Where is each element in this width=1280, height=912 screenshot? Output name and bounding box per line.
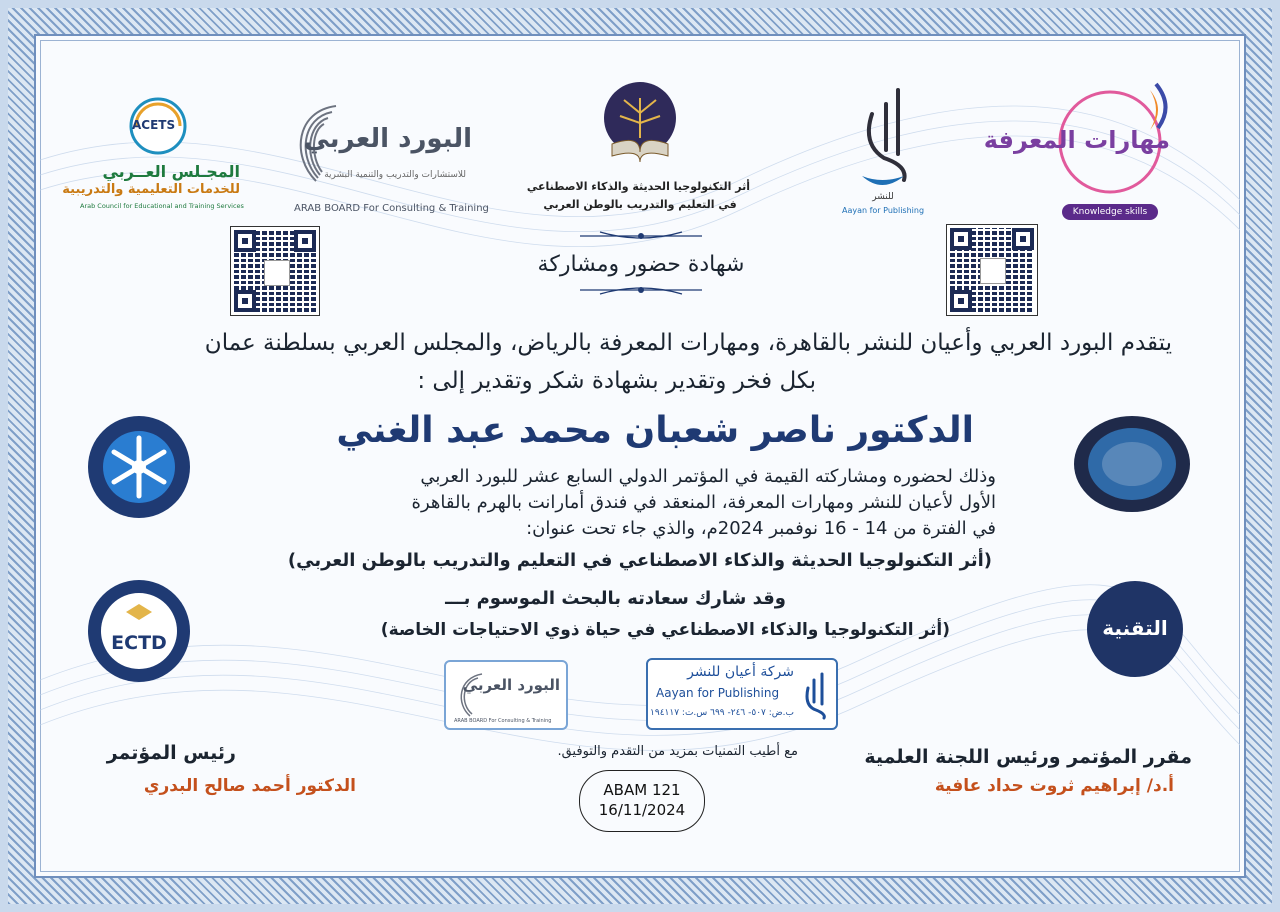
left-signature-name: الدكتور أحمد صالح البدري bbox=[143, 776, 356, 796]
right-round-logo bbox=[1072, 414, 1192, 514]
aayan-ar: للنشر bbox=[872, 192, 894, 202]
stamp-code: ABAM 121 bbox=[603, 781, 681, 799]
arab-board-name: البورد العربي bbox=[303, 124, 472, 154]
arab-board-sub: للاستشارات والتدريب والتنمية البشرية bbox=[324, 170, 466, 180]
acets-en: Arab Council for Educational and Training Services bbox=[80, 202, 244, 210]
ectd-emblem-icon bbox=[86, 578, 192, 684]
ectd-text: ECTD bbox=[111, 632, 167, 654]
book-tree-icon bbox=[600, 78, 680, 168]
knowledge-skills-ar: مهارات المعرفة bbox=[983, 126, 1170, 154]
wishes-line1: مع أطيب التمنيات بمزيد من التقدم والتوفيق. bbox=[557, 744, 798, 759]
right-signature-name: أ.د/ إبراهيم ثروت حداد عافية bbox=[934, 776, 1174, 796]
arab-board-small-logo bbox=[444, 660, 568, 730]
recipient-name: الدكتور ناصر شعبان محمد عبد الغني bbox=[336, 410, 974, 451]
aayan-small-en: Aayan for Publishing bbox=[656, 686, 780, 700]
research-title: (أثر التكنولوجيا والذكاء الاصطناعي في حياة ذوي الاحتياجات الخاصة) bbox=[380, 620, 950, 640]
intro-line2: بكل فخر وتقدير بشهادة شكر وتقدير إلى : bbox=[417, 368, 816, 394]
aayan-logo bbox=[838, 84, 928, 240]
conference-title: (أثر التكنولوجيا الحديثة والذكاء الاصطناعي في التعليم والتدريب بالوطن العربي) bbox=[287, 550, 992, 571]
dar-elmia-icon bbox=[1072, 414, 1192, 514]
acets-ar-line1: المجـلس العــربي bbox=[102, 162, 240, 181]
ectd-logo bbox=[86, 578, 192, 684]
title-banner bbox=[510, 228, 772, 298]
snowflake-icon bbox=[86, 414, 192, 520]
intro-line1: يتقدم البورد العربي وأعيان للنشر بالقاهرة، ومهارات المعرفة بالرياض، والمجلس العربي بسلطنة عمان bbox=[204, 330, 1172, 356]
tiqniya-text: التقنية bbox=[1102, 616, 1168, 640]
knowledge-skills-logo bbox=[983, 80, 1180, 222]
arab-board-en: ARAB BOARD For Consulting & Training bbox=[294, 203, 489, 214]
aayan-small-logo bbox=[646, 658, 838, 730]
arab-board-small-name: البورد العربي bbox=[462, 676, 560, 694]
stamp-date: 16/11/2024 bbox=[598, 801, 686, 819]
para-line1: وذلك لحضوره ومشاركته القيمة في المؤتمر الدولي السابع عشر للبورد العربي bbox=[420, 466, 996, 487]
certificate-title: شهادة حضور ومشاركة bbox=[537, 252, 745, 277]
knowledge-skills-en: Knowledge skills bbox=[1062, 204, 1158, 220]
arab-board-logo bbox=[282, 96, 489, 216]
aayan-en: Aayan for Publishing bbox=[841, 206, 925, 215]
aayan-small-calligraphy-icon bbox=[800, 670, 830, 720]
left-signature-title: رئيس المؤتمر bbox=[106, 742, 236, 764]
para-line3: في الفترة من 14 - 16 نوفمبر 2024م، والذي جاء تحت عنوان: bbox=[526, 518, 996, 539]
aayan-small-ar: شركة أعيان للنشر bbox=[687, 664, 794, 680]
research-intro: وقد شارك سعادته بالبحث الموسوم بـــ bbox=[445, 588, 786, 609]
qr-code-right[interactable] bbox=[946, 224, 1038, 316]
qr-code-left[interactable] bbox=[230, 226, 320, 316]
conference-logo bbox=[526, 78, 750, 218]
tiqniya-logo bbox=[1086, 580, 1184, 678]
right-signature-title: مقرر المؤتمر ورئيس اللجنة العلمية bbox=[864, 746, 1192, 768]
conference-logo-line1: أثر التكنولوجيا الحديثة والذكاء الاصطناعي bbox=[526, 180, 750, 193]
reference-stamp bbox=[579, 770, 705, 832]
para-line2: الأول لأعيان للنشر ومهارات المعرفة، المنعقد في فندق أمارانت بالهرم بالقاهرة bbox=[411, 492, 996, 513]
acets-ar-line2: للخدمات التعليمية والتدريبية bbox=[62, 182, 240, 197]
conference-logo-line2: في التعليم والتدريب بالوطن العربي bbox=[543, 198, 737, 211]
aayan-small-info: ب.ض: ٥٠٧- ٢٤٦- ٦٩٩ س.ت: ١٩٤١١٧ bbox=[650, 708, 794, 718]
acets-logo bbox=[62, 96, 244, 216]
aayan-calligraphy-icon bbox=[848, 84, 918, 194]
arab-board-small-en: ARAB BOARD For Consulting & Training bbox=[454, 718, 552, 724]
acets-mark: ACETS bbox=[132, 118, 176, 132]
left-round-logo bbox=[86, 414, 192, 520]
